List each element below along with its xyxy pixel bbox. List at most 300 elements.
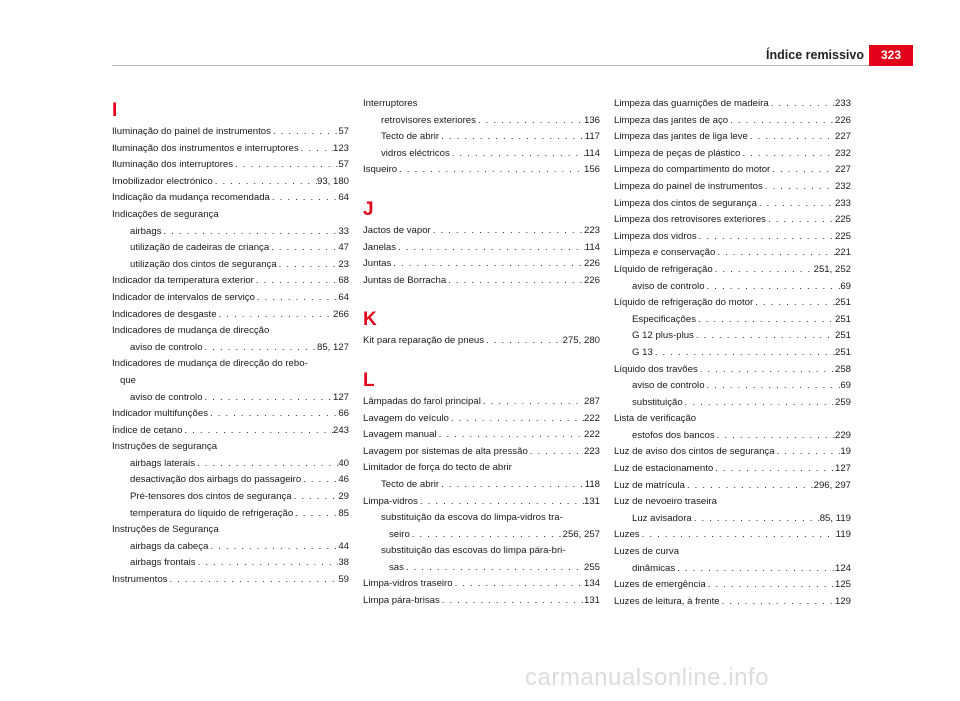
dot-leader: [431, 223, 584, 240]
dot-leader: [696, 312, 835, 329]
index-entry: [363, 394, 600, 411]
index-entry-term: Iluminação dos instrumentos e interruptores: [112, 142, 299, 154]
index-entry-page: 69: [840, 380, 851, 392]
index-heading: Instruções de segurança: [112, 441, 218, 453]
index-entry-term: Limpeza das guarnições de madeira: [614, 98, 769, 109]
index-entry-page: 69: [840, 280, 851, 292]
dot-leader: [208, 406, 338, 423]
index-entry: [614, 594, 851, 611]
dot-leader: [705, 279, 841, 296]
index-entry-page: 258: [834, 363, 851, 375]
index-entry: [614, 312, 851, 329]
dot-leader: [753, 295, 835, 312]
index-entry: [614, 162, 851, 179]
index-entry-term: desactivação dos airbags do passageiro: [130, 474, 302, 486]
index-section-letter: K: [363, 309, 377, 331]
index-entry-page: 47: [338, 242, 349, 254]
index-entry-page: 232: [834, 180, 851, 192]
index-entry-term: aviso de controlo: [632, 380, 705, 392]
index-column-3: [614, 96, 851, 610]
index-entry-page: 29: [338, 491, 349, 503]
index-entry-term: airbags: [130, 225, 162, 237]
dot-leader: [439, 129, 585, 146]
index-section-letter: J: [363, 198, 374, 220]
dot-leader: [397, 162, 584, 179]
index-entry-page: 64: [338, 291, 349, 303]
index-entry-term: sas: [389, 561, 404, 573]
dot-leader: [404, 560, 584, 577]
index-entry-term: Índice de cetano: [112, 424, 183, 436]
index-entry-term: Indicadores de desgaste: [112, 308, 217, 320]
dot-leader: [705, 378, 841, 395]
index-entry-term: Limpeza dos cintos de segurança: [614, 197, 757, 209]
index-entry: [112, 472, 349, 489]
index-entry-term: Indicação da mudança recomendada: [112, 192, 270, 204]
index-entry: [363, 560, 600, 577]
dot-leader: [763, 179, 835, 196]
index-entry: [363, 162, 600, 179]
index-entry-term: substituição: [632, 396, 683, 408]
dot-leader: [254, 273, 338, 290]
index-entry: [614, 196, 851, 213]
index-entry: [614, 378, 851, 395]
index-entry-term: Lâmpadas do farol principal: [363, 395, 481, 407]
index-entry: [112, 423, 349, 440]
index-entry-term: Tecto de abrir: [381, 131, 440, 143]
index-entry-term: Limpeza dos vidros: [614, 230, 697, 242]
dot-leader: [692, 511, 820, 528]
index-entry-term: G 12 plus-plus: [632, 330, 694, 342]
index-entry-term: aviso de controlo: [130, 341, 203, 353]
dot-leader: [775, 444, 841, 461]
dot-leader: [450, 146, 585, 163]
index-heading: Limitador de força do tecto de abrir: [363, 462, 512, 474]
section-spacer: [363, 289, 600, 305]
index-entry-term: Jactos de vapor: [363, 224, 431, 236]
index-entry: [614, 113, 851, 130]
dot-leader: [217, 307, 333, 324]
dot-leader: [293, 506, 338, 523]
index-entry: [614, 511, 851, 528]
index-entry: [112, 273, 349, 290]
dot-leader: [713, 461, 835, 478]
dot-leader: [715, 428, 835, 445]
index-entry-page: 46: [338, 474, 349, 486]
index-entry-page: 131: [583, 495, 600, 507]
dot-leader: [476, 113, 584, 130]
index-entry: [614, 96, 851, 113]
index-entry: [363, 477, 600, 494]
index-entry-page: 251: [834, 330, 851, 342]
index-entry-page: 23: [338, 258, 349, 270]
index-entry: [363, 273, 600, 290]
index-entry-page: 221: [834, 247, 851, 259]
dot-leader: [440, 593, 584, 610]
index-entry-page: 134: [583, 578, 600, 590]
index-entry-term: Limpeza do compartimento do motor: [614, 164, 771, 176]
index-entry: [112, 190, 349, 207]
index-entry: [614, 212, 851, 229]
dot-leader: [255, 290, 338, 307]
index-entry-page: 127: [834, 463, 851, 475]
dot-leader: [182, 423, 333, 440]
index-section-letter: I: [112, 100, 118, 121]
index-entry: [614, 328, 851, 345]
index-entry-page: 156: [583, 164, 600, 176]
index-entry-term: Indicador de intervalos de serviço: [112, 291, 255, 303]
index-entry-term: Limpeza do painel de instrumentos: [614, 180, 763, 192]
dot-leader: [770, 162, 835, 179]
index-heading: Instruções de Segurança: [112, 524, 219, 536]
index-entry-term: aviso de controlo: [632, 280, 705, 292]
index-entry-page: 226: [583, 274, 600, 286]
index-entry-term: utilização de cadeiras de criança: [130, 242, 270, 254]
dot-leader: [713, 262, 814, 279]
dot-leader: [437, 427, 584, 444]
index-entry-page: 233: [834, 98, 851, 109]
index-entry: [363, 576, 600, 593]
index-entry-page: 19: [840, 446, 851, 458]
dot-leader: [748, 129, 835, 146]
dot-leader: [715, 245, 835, 262]
dot-leader: [161, 224, 338, 241]
index-entry-term: Limpa pára-brisas: [363, 595, 440, 607]
index-entry: [614, 577, 851, 594]
index-entry-page: 222: [583, 412, 600, 424]
index-entry-term: Imobilizador electrónico: [112, 175, 213, 187]
index-entry-term: Limpeza dos retrovisores exteriores: [614, 214, 766, 226]
index-entry-page: 38: [338, 557, 349, 569]
index-entry-page: 243: [332, 424, 349, 436]
dot-leader: [720, 594, 835, 611]
index-entry-page: 225: [834, 214, 851, 226]
index-entry: [363, 411, 600, 428]
dot-leader: [446, 273, 584, 290]
index-entry: [614, 461, 851, 478]
index-entry-term: Líquido de refrigeração do motor: [614, 297, 754, 309]
index-entry-page: 59: [338, 574, 349, 586]
index-entry: [614, 561, 851, 578]
index-entry-term: Luz de estacionamento: [614, 463, 714, 475]
dot-leader: [653, 345, 835, 362]
index-entry-page: 266: [332, 308, 349, 320]
index-entry: [614, 345, 851, 362]
index-entry-term: Líquido de refrigeração: [614, 263, 713, 275]
index-entry: [112, 340, 349, 357]
index-entry: [363, 444, 600, 461]
dot-leader: [766, 212, 835, 229]
index-entry: [112, 157, 349, 174]
index-entry: [363, 427, 600, 444]
index-entry-term: Luz de aviso dos cintos de segurança: [614, 446, 775, 458]
index-entry-term: Instrumentos: [112, 574, 168, 586]
index-entry-page: 124: [834, 562, 851, 574]
index-entry-page: 232: [834, 147, 851, 159]
index-entry-term: aviso de controlo: [130, 391, 203, 403]
dot-leader: [683, 395, 835, 412]
index-entry-term: Luz de matrícula: [614, 479, 685, 491]
index-entry-page: 33: [338, 225, 349, 237]
index-entry-term: Janelas: [363, 241, 397, 253]
index-heading: Indicadores de mudança de direcção: [112, 325, 270, 337]
index-entry: [614, 129, 851, 146]
dot-leader: [410, 527, 563, 544]
index-entry-page: 256, 257: [562, 528, 600, 540]
dot-leader: [213, 174, 317, 191]
index-entry-term: Indicador multifunções: [112, 408, 208, 420]
index-entry-term: Limpa-vidros traseiro: [363, 578, 453, 590]
index-entry-page: 255: [583, 561, 600, 573]
index-entry-page: 223: [583, 224, 600, 236]
index-entry-page: 296, 297: [813, 479, 851, 491]
index-entry-page: 119: [835, 529, 851, 541]
index-column-1: [112, 96, 349, 589]
index-heading: Luzes de curva: [614, 546, 680, 558]
index-entry-page: 227: [834, 131, 851, 143]
index-entry: [112, 307, 349, 324]
index-entry-term: Limpeza e conservação: [614, 247, 716, 259]
index-entry: [363, 256, 600, 273]
dot-leader: [208, 539, 338, 556]
dot-leader: [301, 472, 338, 489]
index-entry-page: 259: [834, 396, 851, 408]
dot-leader: [484, 333, 563, 350]
index-entry: [363, 113, 600, 130]
index-entry-term: airbags laterais: [130, 457, 196, 469]
index-entry-page: 57: [338, 159, 349, 171]
index-entry-term: seiro: [389, 528, 410, 540]
dot-leader: [694, 328, 835, 345]
section-spacer: [363, 179, 600, 195]
index-entry-term: Limpeza das jantes de liga leve: [614, 131, 748, 143]
index-entry-term: Luz avisadora: [632, 512, 692, 524]
index-entry: [614, 362, 851, 379]
index-entry-page: 118: [584, 478, 600, 490]
dot-leader: [195, 456, 338, 473]
index-entry: [112, 290, 349, 307]
index-entry-term: Indicador da temperatura exterior: [112, 275, 254, 287]
index-heading: Indicações de segurança: [112, 208, 219, 220]
dot-leader: [233, 157, 338, 174]
index-entry-page: 226: [583, 258, 600, 270]
dot-leader: [167, 572, 338, 589]
index-entry: [614, 179, 851, 196]
dot-leader: [706, 577, 835, 594]
index-entry-term: Líquido dos travões: [614, 363, 698, 375]
dot-leader: [640, 527, 836, 544]
dot-leader: [203, 390, 333, 407]
index-entry-page: 85: [338, 507, 349, 519]
index-entry-page: 251: [834, 297, 851, 309]
index-entry-page: 127: [332, 391, 349, 403]
index-entry-page: 93, 180: [316, 175, 349, 187]
index-entry-page: 40: [338, 457, 349, 469]
index-entry-term: Lavagem manual: [363, 429, 437, 441]
index-entry-term: Lavagem por sistemas de alta pressão: [363, 445, 528, 457]
dot-leader: [292, 489, 339, 506]
index-entry: [112, 174, 349, 191]
index-entry-term: vidros eléctricos: [381, 147, 450, 159]
index-entry-page: 57: [338, 126, 349, 137]
dot-leader: [270, 190, 338, 207]
index-entry-page: 125: [834, 579, 851, 591]
dot-leader: [757, 196, 835, 213]
index-entry-page: 223: [583, 445, 600, 457]
dot-leader: [697, 229, 835, 246]
index-entry-page: 226: [834, 114, 851, 126]
dot-leader: [396, 240, 585, 257]
index-entry: [112, 456, 349, 473]
index-heading: substituição das escovas do limpa pára-bri-: [381, 545, 566, 557]
index-entry-term: Tecto de abrir: [381, 478, 440, 490]
index-entry-page: 225: [834, 230, 851, 242]
index-entry: [112, 489, 349, 506]
section-spacer: [363, 350, 600, 366]
index-entry-term: Luzes: [614, 529, 640, 541]
index-entry: [363, 333, 600, 350]
index-entry-term: Limpa-vidros: [363, 495, 418, 507]
dot-leader: [728, 113, 835, 130]
index-entry-term: G 13: [632, 346, 653, 358]
index-entry: [614, 229, 851, 246]
dot-leader: [196, 555, 339, 572]
dot-leader: [203, 340, 317, 357]
index-entry-term: retrovisores exteriores: [381, 114, 476, 126]
index-heading: Lista de verificação: [614, 413, 697, 425]
index-entry-page: 114: [584, 241, 600, 253]
index-entry-page: 131: [583, 595, 600, 607]
index-entry-page: 66: [338, 408, 349, 420]
index-entry-term: Isqueiro: [363, 164, 398, 176]
index-entry-page: 114: [584, 147, 600, 159]
dot-leader: [481, 394, 584, 411]
page-number-badge: 323: [869, 45, 913, 66]
index-entry-term: Pré-tensores dos cintos de segurança: [130, 491, 292, 503]
index-entry-page: 227: [834, 164, 851, 176]
index-entry-term: Iluminação do painel de instrumentos: [112, 126, 271, 137]
index-entry: [363, 527, 600, 544]
index-entry: [112, 141, 349, 158]
index-entry-page: 85, 127: [316, 341, 349, 353]
index-entry-term: Luzes de emergência: [614, 579, 706, 591]
index-heading: substituição da escova do limpa-vidros tra-: [381, 512, 563, 524]
dot-leader: [675, 561, 835, 578]
page-title: Índice remissivo: [766, 48, 864, 62]
index-entry-page: 64: [338, 192, 349, 204]
index-entry-term: dinâmicas: [632, 562, 676, 574]
index-entry-term: airbags da cabeça: [130, 540, 209, 552]
index-entry: [363, 129, 600, 146]
header-rule: [112, 65, 872, 66]
index-entry: [363, 240, 600, 257]
index-entry: [112, 240, 349, 257]
index-entry: [614, 428, 851, 445]
index-entry-page: 233: [834, 197, 851, 209]
index-entry-page: 85, 119: [819, 512, 851, 524]
index-entry-page: 251: [834, 346, 851, 358]
index-entry-page: 275, 280: [562, 335, 600, 347]
index-entry: [614, 395, 851, 412]
index-entry-page: 136: [583, 114, 600, 126]
dot-leader: [439, 477, 585, 494]
index-entry-continuation: que: [120, 374, 137, 386]
dot-leader: [740, 146, 835, 163]
dot-leader: [449, 411, 584, 428]
index-entry-term: Limpeza das jantes de aço: [614, 114, 729, 126]
index-entry-term: utilização dos cintos de segurança: [130, 258, 277, 270]
index-entry-page: 287: [583, 395, 600, 407]
index-heading: Luz de nevoeiro traseira: [614, 496, 717, 508]
index-entry: [363, 593, 600, 610]
index-entry: [112, 572, 349, 589]
index-entry-term: Lavagem do veículo: [363, 412, 449, 424]
index-entry: [363, 494, 600, 511]
index-entry-term: Juntas de Borracha: [363, 274, 447, 286]
index-entry: [112, 406, 349, 423]
index-entry: [614, 478, 851, 495]
index-entry: [112, 124, 349, 141]
index-entry: [363, 146, 600, 163]
index-entry-term: temperatura do líquido de refrigeração: [130, 507, 294, 519]
index-heading: Interruptores: [363, 98, 418, 109]
index-column-2: [363, 96, 600, 610]
index-entry: [112, 257, 349, 274]
index-heading: Indicadores de mudança de direcção do rebo-: [112, 358, 308, 370]
dot-leader: [418, 494, 584, 511]
dot-leader: [769, 96, 835, 113]
index-entry: [112, 506, 349, 523]
dot-leader: [299, 141, 333, 158]
index-entry: [614, 527, 851, 544]
dot-leader: [453, 576, 584, 593]
dot-leader: [271, 124, 338, 141]
index-entry-term: Iluminação dos interruptores: [112, 159, 234, 171]
index-entry-page: 251, 252: [813, 263, 851, 275]
dot-leader: [269, 240, 338, 257]
index-entry: [614, 262, 851, 279]
watermark: carmanualsonline.info: [525, 664, 769, 691]
index-entry: [112, 224, 349, 241]
index-entry: [112, 555, 349, 572]
index-entry: [614, 295, 851, 312]
index-entry-page: 222: [583, 429, 600, 441]
dot-leader: [698, 362, 835, 379]
index-entry-term: Limpeza de peças de plástico: [614, 147, 741, 159]
index-entry: [614, 245, 851, 262]
index-entry-term: airbags frontais: [130, 557, 196, 569]
index-section-letter: L: [363, 369, 375, 391]
index-entry-term: estofos dos bancos: [632, 429, 715, 441]
index-entry-page: 117: [584, 131, 600, 143]
index-entry: [112, 390, 349, 407]
index-entry-page: 229: [834, 429, 851, 441]
index-entry: [614, 146, 851, 163]
index-entry-term: Juntas: [363, 258, 392, 270]
dot-leader: [391, 256, 584, 273]
index-entry-page: 129: [834, 595, 851, 607]
index-entry: [614, 444, 851, 461]
dot-leader: [277, 257, 339, 274]
index-entry: [363, 223, 600, 240]
index-entry-term: Especificações: [632, 313, 696, 325]
index-entry: [112, 539, 349, 556]
index-entry-page: 68: [338, 275, 349, 287]
index-entry: [614, 279, 851, 296]
dot-leader: [685, 478, 814, 495]
index-entry-term: Kit para reparação de pneus: [363, 335, 485, 347]
index-entry-page: 251: [834, 313, 851, 325]
dot-leader: [528, 444, 584, 461]
